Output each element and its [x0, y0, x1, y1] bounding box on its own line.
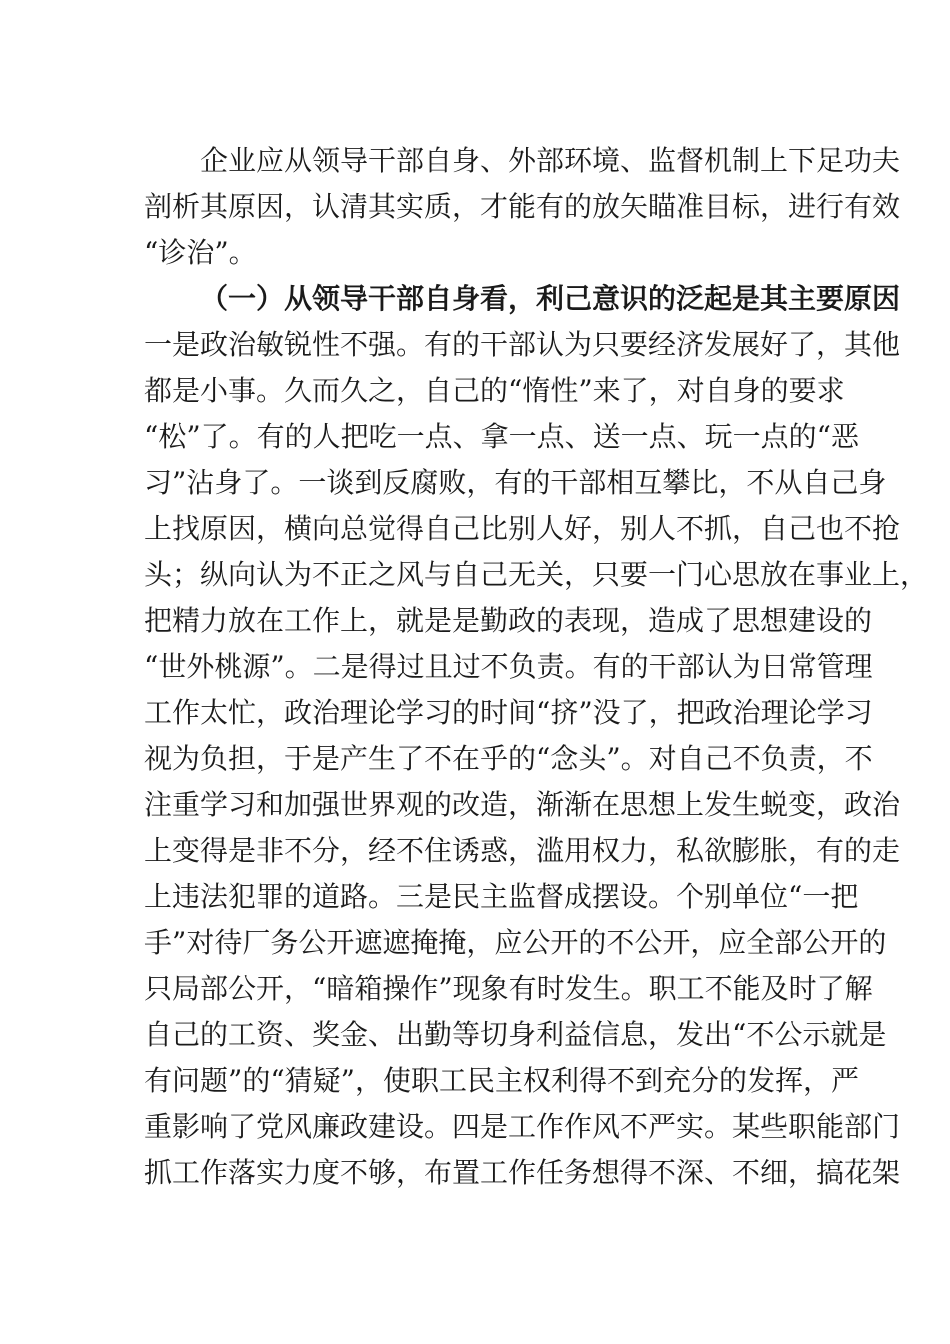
paragraph-line: 一是政治敏锐性不强。有的干部认为只要经济发展好了，其他	[144, 328, 901, 361]
paragraph-line: 有问题”的“猜疑”，使职工民主权利得不到充分的发挥，严	[144, 1064, 859, 1097]
paragraph-line: 剖析其原因，认清其实质，才能有的放矢瞄准目标，进行有效	[144, 190, 901, 223]
paragraph-line: “诊治”。	[144, 236, 257, 269]
paragraph-line: 头；纵向认为不正之风与自己无关，只要一门心思放在事业上，	[144, 558, 929, 591]
paragraph-line: 上违法犯罪的道路。三是民主监督成摆设。个别单位“一把	[144, 880, 859, 913]
paragraph-line: 上找原因，横向总觉得自己比别人好，别人不抓，自己也不抢	[144, 512, 901, 545]
paragraph-line: 工作太忙，政治理论学习的时间“挤”没了，把政治理论学习	[144, 696, 873, 729]
paragraph-line: 重影响了党风廉政建设。四是工作作风不严实。某些职能部门	[144, 1110, 901, 1143]
paragraph-line: 习”沾身了。一谈到反腐败，有的干部相互攀比，不从自己身	[144, 466, 887, 499]
section-heading: （一）从领导干部自身看，利己意识的泛起是其主要原因	[200, 282, 901, 315]
paragraph-line: 只局部公开，“暗箱操作”现象有时发生。职工不能及时了解	[144, 972, 873, 1005]
paragraph-line: 企业应从领导干部自身、外部环境、监督机制上下足功夫	[200, 144, 901, 177]
paragraph-line: 抓工作落实力度不够，布置工作任务想得不深、不细，搞花架	[144, 1156, 901, 1189]
paragraph-line: 自己的工资、奖金、出勤等切身利益信息，发出“不公示就是	[144, 1018, 887, 1051]
paragraph-line: 视为负担，于是产生了不在乎的“念头”。对自己不负责，不	[144, 742, 873, 775]
paragraph-line: “世外桃源”。二是得过且过不负责。有的干部认为日常管理	[144, 650, 873, 683]
paragraph-line: 上变得是非不分，经不住诱惑，滥用权力，私欲膨胀，有的走	[144, 834, 901, 867]
paragraph-line: 都是小事。久而久之，自己的“惰性”来了，对自身的要求	[144, 374, 845, 407]
paragraph-line: “松”了。有的人把吃一点、拿一点、送一点、玩一点的“恶	[144, 420, 859, 453]
paragraph-line: 注重学习和加强世界观的改造，渐渐在思想上发生蜕变，政治	[144, 788, 901, 821]
paragraph-line: 把精力放在工作上，就是是勤政的表现，造成了思想建设的	[144, 604, 873, 637]
paragraph-line: 手”对待厂务公开遮遮掩掩，应公开的不公开，应全部公开的	[144, 926, 887, 959]
